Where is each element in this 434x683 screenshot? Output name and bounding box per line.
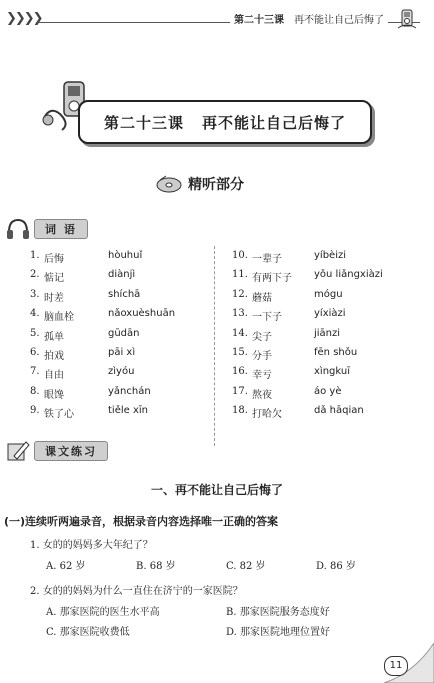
vocab-item — [30, 289, 220, 307]
vocab-pinyin: yíbèizi — [314, 250, 347, 261]
lesson-heading: 一、再不能让自己后悔了 — [150, 483, 283, 497]
headphones-icon — [6, 218, 30, 240]
vocab-number: 12. — [232, 288, 248, 300]
vocab-word: 蘑菇 — [252, 292, 272, 304]
running-header — [0, 8, 434, 36]
header-title — [230, 11, 388, 26]
exercise-tag-label: 课文练习 — [34, 441, 108, 461]
question-1-option-a: A. 62 岁 — [46, 561, 86, 572]
vocab-word: 铁了心 — [44, 409, 74, 421]
vocab-item — [232, 308, 422, 326]
vocab-word: 一辈子 — [252, 254, 282, 265]
vocab-pinyin: yǎnchán — [108, 385, 151, 397]
vocab-pinyin: shíchā — [108, 288, 141, 300]
vocab-number: 5. — [30, 327, 40, 339]
vocab-pinyin: yǒu liǎngxiàzi — [314, 269, 383, 281]
vocab-number: 2. — [30, 269, 40, 281]
question-1-option-c: C. 82 岁 — [226, 561, 266, 572]
vocab-word: 时差 — [44, 292, 64, 304]
question-2: 2. 女的的妈妈为什么一直住在济宁的一家医院？ — [30, 586, 243, 597]
vocab-number: 6. — [30, 347, 40, 358]
vocab-item — [30, 308, 220, 326]
vocab-word: 脑血栓 — [44, 312, 74, 324]
vocab-word: 孤单 — [44, 331, 64, 343]
question-2-option-d: D. 那家医院地理位置好 — [226, 627, 331, 638]
vocab-word: 熬夜 — [252, 389, 272, 401]
vocab-pinyin: yíxiàzi — [314, 308, 346, 320]
vocab-item — [232, 347, 422, 365]
vocab-number: 10. — [232, 250, 248, 261]
vocab-number: 13. — [232, 308, 248, 320]
vocab-pinyin: tiěle xīn — [108, 405, 148, 417]
mp3-player-icon — [396, 8, 418, 30]
banner-title: 再不能让自己后悔了 — [202, 113, 347, 132]
vocab-word: 拍戏 — [44, 351, 64, 362]
vocab-item — [232, 269, 422, 287]
vocab-word: 分手 — [252, 351, 272, 362]
vocab-word: 后悔 — [44, 254, 64, 265]
vocab-pinyin: nǎoxuèshuān — [108, 308, 176, 320]
cd-disc-icon — [156, 174, 182, 194]
header-lesson-label: 第二十三课 — [234, 15, 284, 26]
vocab-item — [30, 269, 220, 287]
vocab-item — [232, 328, 422, 346]
vocab-pinyin: fēn shǒu — [314, 347, 358, 358]
vocab-number: 18. — [232, 405, 248, 417]
vocab-item — [30, 347, 220, 365]
vocab-pinyin: zìyóu — [108, 366, 135, 378]
question-2-option-b: B. 那家医院服务态度好 — [226, 607, 330, 618]
vocab-item — [30, 328, 220, 346]
vocab-pinyin: diànjì — [108, 269, 136, 281]
question-1-option-d: D. 86 岁 — [316, 561, 356, 572]
vocab-word: 一下子 — [252, 312, 282, 324]
chevron-decoration: ❯❯❯❯ — [6, 11, 42, 26]
pencil-notebook-icon — [6, 440, 30, 462]
vocab-word: 打哈欠 — [252, 409, 282, 421]
vocab-number: 1. — [30, 250, 40, 261]
vocab-tag — [6, 218, 88, 240]
vocab-word: 有两下子 — [252, 273, 292, 285]
vocab-word: 尖子 — [252, 331, 272, 343]
lesson-banner — [40, 92, 370, 142]
vocab-item — [30, 405, 220, 423]
vocab-pinyin: dǎ hāqian — [314, 405, 364, 417]
vocab-pinyin: mógu — [314, 288, 343, 300]
vocab-word: 幸亏 — [252, 370, 272, 382]
question-2-option-c: C. 那家医院收费低 — [46, 627, 130, 638]
vocab-number: 8. — [30, 385, 40, 397]
vocab-item — [30, 366, 220, 384]
vocab-word: 眼馋 — [44, 389, 64, 401]
vocab-item — [30, 386, 220, 404]
vocab-item — [232, 386, 422, 404]
vocab-word: 惦记 — [44, 273, 64, 285]
vocab-item — [232, 405, 422, 423]
vocab-pinyin: áo yè — [314, 385, 342, 397]
vocab-item — [232, 366, 422, 384]
question-2-option-a: A. 那家医院的医生水平高 — [46, 607, 160, 618]
vocab-pinyin: xìngkuī — [314, 366, 350, 378]
banner-lesson-label: 第二十三课 — [103, 113, 184, 132]
vocab-number: 15. — [232, 347, 248, 358]
banner-title-box — [78, 100, 372, 144]
vocab-tag-label: 词 语 — [34, 219, 88, 239]
vocab-number: 11. — [232, 269, 248, 281]
vocab-number: 3. — [30, 288, 40, 300]
vocab-item — [232, 250, 422, 268]
vocab-pinyin: gūdān — [108, 327, 140, 339]
vocab-pinyin: jiānzi — [314, 327, 341, 339]
exercise-tag — [6, 440, 108, 462]
part-one-heading: (一)连续听两遍录音，根据录音内容选择唯一正确的答案 — [4, 515, 279, 528]
page-number: 11 — [384, 656, 408, 676]
vocab-pinyin: hòuhuǐ — [108, 250, 143, 261]
vocab-number: 9. — [30, 405, 40, 417]
vocab-word: 自由 — [44, 370, 64, 382]
section-heading — [156, 172, 244, 196]
header-lesson-subtitle: 再不能让自己后悔了 — [294, 15, 384, 26]
vocab-number: 17. — [232, 385, 248, 397]
vocab-number: 16. — [232, 366, 248, 378]
vocab-number: 7. — [30, 366, 40, 378]
vocab-item — [232, 289, 422, 307]
vocab-item — [30, 250, 220, 268]
vocab-pinyin: pāi xì — [108, 347, 136, 358]
section-title: 精听部分 — [188, 177, 244, 193]
question-1-option-b: B. 68 岁 — [136, 561, 176, 572]
vocab-number: 4. — [30, 308, 40, 320]
vocab-number: 14. — [232, 327, 248, 339]
question-1: 1. 女的的妈妈多大年纪了？ — [30, 540, 153, 551]
